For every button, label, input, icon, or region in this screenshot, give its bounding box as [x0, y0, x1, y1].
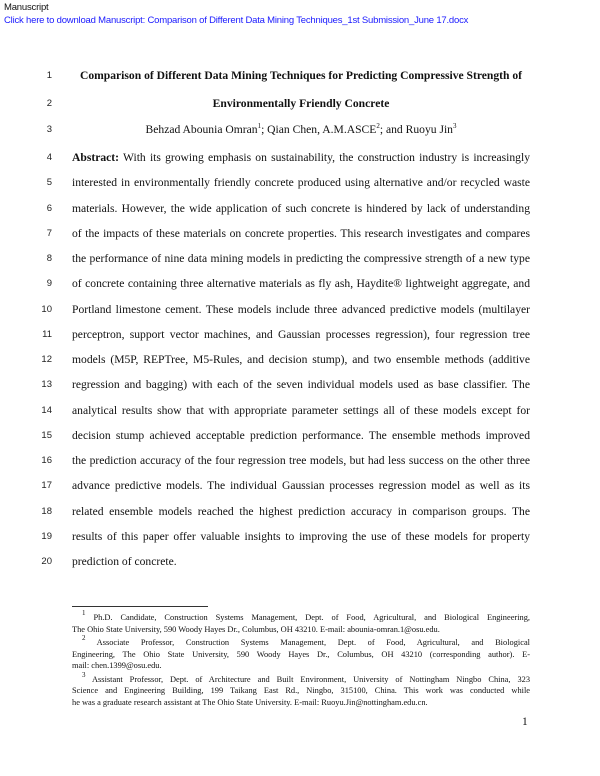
footnote-text: Engineering, The Ohio State University, 590 Woody Hayes Dr., Columbus, OH 43210 (corresponding author). E-	[72, 649, 530, 659]
abstract-line: regression and bagging) with each of the seven individual models used as base classifier. The	[72, 378, 530, 392]
line-number: 10	[41, 303, 52, 315]
footnote-separator	[72, 606, 208, 607]
author-line	[72, 123, 530, 136]
line-number: 13	[41, 379, 52, 391]
title-line-1: Comparison of Different Data Mining Techniques for Predicting Compressive Strength of	[79, 69, 523, 82]
line-number: 15	[41, 429, 52, 441]
download-manuscript-link[interactable]: Click here to download Manuscript: Comparison of Different Data Mining Techniques_1st Submission_June 17.docx	[4, 15, 469, 26]
line-number: 3	[46, 124, 52, 135]
abstract-line: the performance of nine data mining models in predicting the compressive strength of a new type	[72, 252, 530, 265]
footnote-text: The Ohio State University, 590 Woody Hayes Dr., Columbus, OH 43210. E-mail: abounia-omran.1@osu.edu.	[72, 624, 440, 634]
abstract-line: interested in environmentally friendly concrete produced using alternative and/or recycled waste	[72, 176, 530, 190]
abstract-line: related ensemble models reached the highest prediction accuracy in comparison groups. The	[72, 504, 530, 518]
footnote-text: mail: chen.1399@osu.edu.	[72, 661, 162, 671]
abstract-line: perceptron, support vector machines, and Gaussian processes regression), four regression tree	[72, 327, 530, 341]
author-2-mark: 2	[376, 122, 380, 130]
abstract-line: Portland limestone cement. These models include three advanced predictive models (multilayer	[72, 302, 530, 316]
footnote-text: Science and Engineering Building, 199 Taikang East Rd., Ningbo, 315100, China. This work was conducted while	[72, 686, 530, 696]
author-3-mark: 3	[452, 122, 457, 130]
abstract-line: materials. However, the wide application of such concrete is hindered by lack of understanding	[72, 201, 530, 215]
footnote-text: Associate Professor, Construction Systems Management, Dept. of Food, Agricultural, and Biological	[96, 637, 530, 647]
footnote-mark: 3	[82, 670, 86, 679]
manuscript-label: Manuscript	[4, 2, 49, 13]
abstract-line: advance predictive models. The individual Gaussian processes regression model as well as its	[72, 479, 530, 493]
line-number: 18	[41, 505, 52, 517]
line-number: 11	[42, 328, 52, 340]
footnote	[72, 633, 530, 672]
page-number: 1	[522, 716, 528, 728]
line-number: 2	[46, 98, 52, 109]
footnote	[72, 670, 531, 709]
footnote	[72, 609, 531, 635]
footnote-text: Ph.D. Candidate, Construction Systems Management, Dept. of Food, Agricultural, and Biological Engineering,	[93, 613, 531, 622]
line-number: 19	[41, 530, 52, 542]
title-line-2: Environmentally Friendly Concrete	[212, 97, 390, 110]
abstract-line: analytical results show that with appropriate parameter settings all of these models except for	[72, 403, 530, 417]
footnote-mark: 2	[82, 633, 86, 642]
abstract-line: prediction of concrete.	[72, 555, 177, 568]
line-number: 9	[46, 278, 52, 290]
abstract-line: of concrete containing three alternative materials as fly ash, Haydite® lightweight aggregate, and	[72, 277, 530, 291]
footnote-mark: 1	[82, 609, 86, 617]
line-number: 7	[46, 227, 52, 239]
line-number: 20	[41, 556, 52, 567]
line-number: 8	[46, 253, 52, 264]
line-number: 14	[41, 404, 52, 416]
line-number: 4	[46, 152, 52, 163]
abstract-line: decision stump achieved acceptable prediction performance. The ensemble methods improved	[72, 428, 530, 442]
author-3: ; and Ruoyu Jin	[379, 123, 453, 136]
line-number: 17	[41, 480, 52, 492]
author-1-mark: 1	[257, 122, 262, 130]
abstract-line: results of this paper offer valuable insights to improving the use of these models for property	[72, 529, 530, 543]
line-number: 1	[46, 70, 52, 81]
footnote-text: he was a graduate research assistant at The Ohio State University. E-mail: Ruoyu.Jin@nottingham.edu.cn.	[72, 697, 428, 707]
abstract-label: Abstract:	[72, 151, 120, 164]
abstract-line: of the impacts of these materials on concrete properties. This research investigates and compares	[72, 226, 530, 240]
line-number: 16	[41, 455, 52, 466]
abstract-line: the prediction accuracy of the four regression tree models, but had less success on the other three	[72, 454, 530, 467]
line-number: 12	[41, 354, 52, 365]
line-number: 5	[46, 177, 52, 189]
footnote-text: Assistant Professor, Dept. of Architecture and Built Environment, University of Nottingham Ningbo China, 323	[92, 674, 531, 684]
author-2: ; Qian Chen, A.M.ASCE	[261, 123, 377, 136]
abstract-line	[72, 151, 530, 164]
line-number: 6	[46, 202, 52, 214]
abstract-text: With its growing emphasis on sustainability, the construction industry is increasingly	[119, 151, 530, 164]
abstract-line: models (M5P, REPTree, M5-Rules, and decision stump), and two ensemble methods (additive	[72, 353, 530, 366]
author-1: Behzad Abounia Omran	[145, 123, 258, 136]
